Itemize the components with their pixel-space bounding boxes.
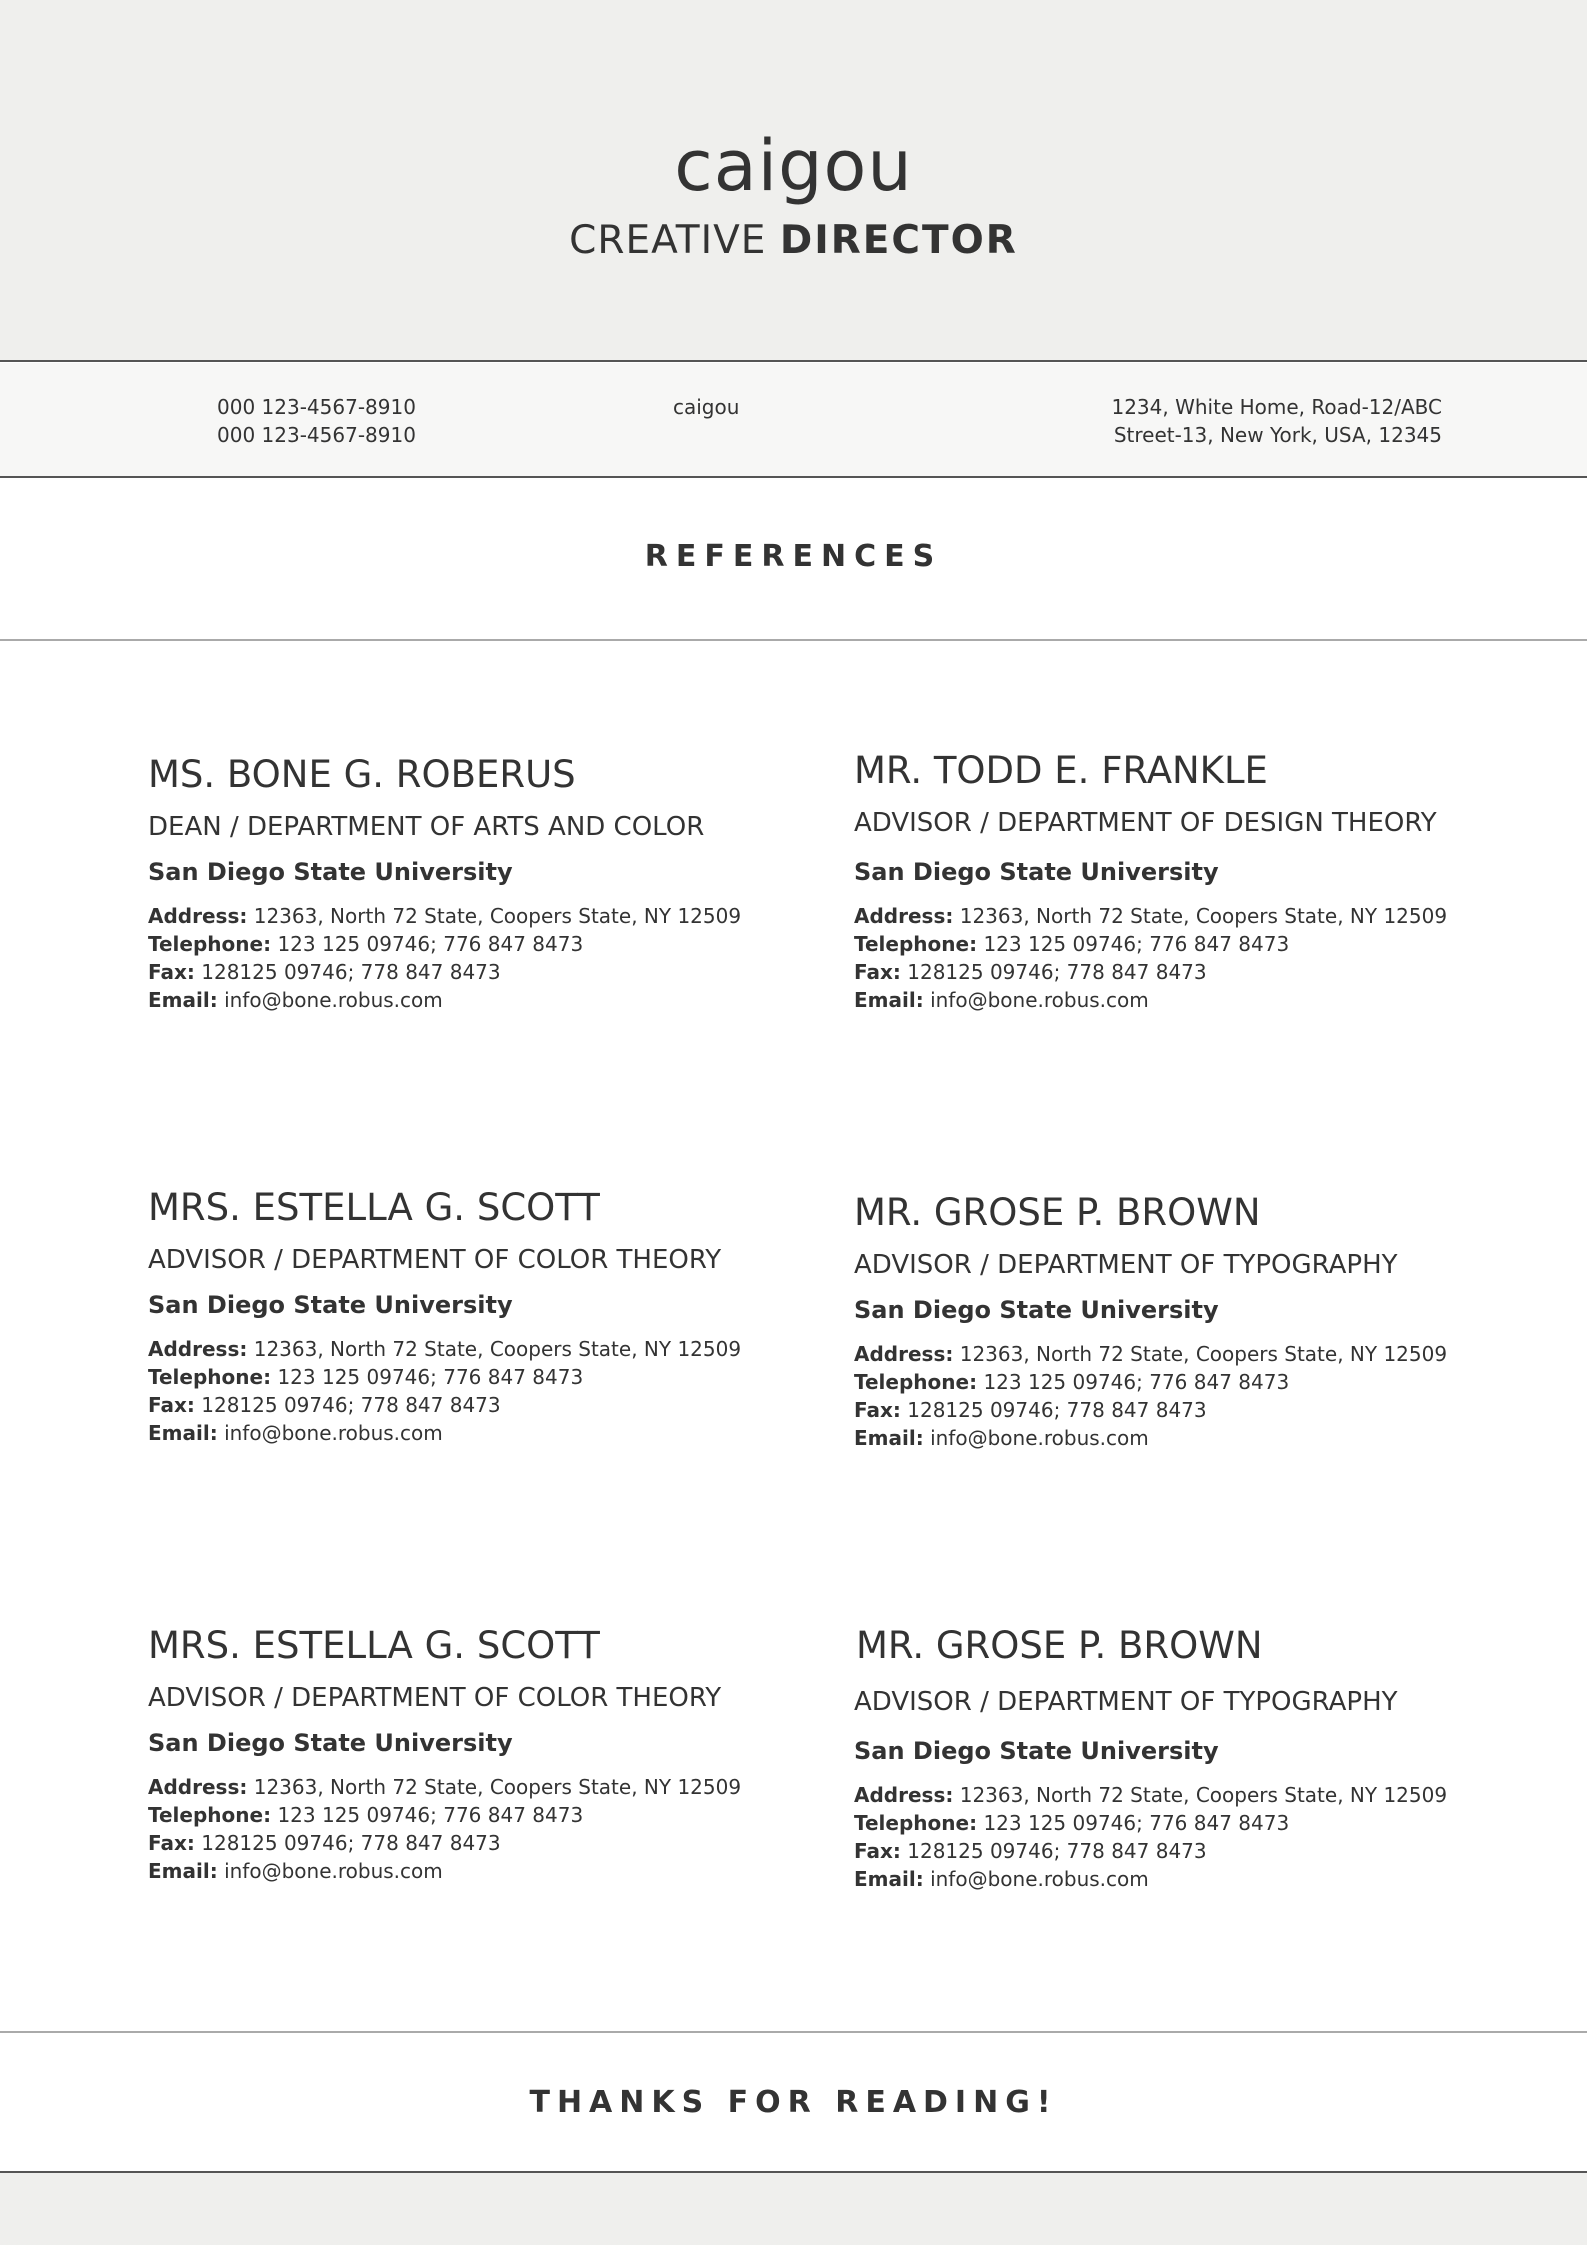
reference-name: MS. BONE G. ROBERUS [148,753,576,796]
reference-details [148,902,828,1014]
email-label: Email: [854,1426,924,1450]
telephone-value: 123 125 09746; 776 847 8473 [277,1803,584,1827]
email-label: Email: [854,1867,924,1891]
reference-card [856,1623,1536,1893]
address-line-2: Street-13, New York, USA, 12345 [1113,423,1442,447]
reference-name: MR. GROSE P. BROWN [854,1191,1261,1234]
address-line-1: 1234, White Home, Road-12/ABC [1111,395,1442,419]
reference-fax [854,1837,1536,1865]
email-value: info@bone.robus.com [224,988,443,1012]
reference-fax [854,1396,1534,1424]
reference-card [148,752,828,1014]
email-value: info@bone.robus.com [930,1867,1149,1891]
reference-card [148,1623,828,1885]
footer-divider [0,2031,1587,2033]
address-label: Address: [854,1342,954,1366]
reference-address [148,902,828,930]
candidate-role [0,216,1587,266]
email-label: Email: [148,988,218,1012]
reference-card [148,1185,828,1447]
telephone-value: 123 125 09746; 776 847 8473 [983,1811,1290,1835]
address-label: Address: [148,1775,248,1799]
reference-email [148,1857,828,1885]
fax-value: 128125 09746; 778 847 8473 [201,1393,501,1417]
telephone-value: 123 125 09746; 776 847 8473 [983,1370,1290,1394]
resume-header [0,0,1587,362]
address-value: 12363, North 72 State, Coopers State, NY 12509 [253,1337,742,1361]
reference-email [854,1865,1536,1893]
reference-organization: San Diego State University [148,858,513,886]
fax-label: Fax: [854,1839,901,1863]
reference-fax [148,958,828,986]
section-divider [0,639,1587,641]
page-footer [0,2171,1587,2245]
email-value: info@bone.robus.com [930,988,1149,1012]
handle-text: caigou [673,395,740,419]
reference-address [854,902,1534,930]
address-value: 12363, North 72 State, Coopers State, NY 12509 [959,1783,1448,1807]
thanks-message: THANKS FOR READING! [529,2085,1058,2120]
reference-title: DEAN / DEPARTMENT OF ARTS AND COLOR [148,812,705,842]
reference-name: MRS. ESTELLA G. SCOTT [148,1186,600,1229]
email-value: info@bone.robus.com [930,1426,1149,1450]
reference-telephone [148,1801,828,1829]
contact-phones [217,393,416,449]
fax-value: 128125 09746; 778 847 8473 [201,960,501,984]
fax-label: Fax: [854,960,901,984]
address-label: Address: [854,1783,954,1807]
reference-name: MR. TODD E. FRANKLE [854,749,1268,792]
address-value: 12363, North 72 State, Coopers State, NY 12509 [253,1775,742,1799]
reference-details [148,1335,828,1447]
fax-label: Fax: [148,1393,195,1417]
fax-value: 128125 09746; 778 847 8473 [201,1831,501,1855]
reference-details [854,1340,1534,1452]
reference-email [854,986,1534,1014]
phone-primary: 000 123-4567-8910 [217,395,416,419]
reference-fax [148,1391,828,1419]
fax-label: Fax: [854,1398,901,1422]
reference-email [148,1419,828,1447]
reference-fax [148,1829,828,1857]
reference-details [148,1773,828,1885]
telephone-value: 123 125 09746; 776 847 8473 [277,1365,584,1389]
fax-value: 128125 09746; 778 847 8473 [907,960,1207,984]
reference-organization: San Diego State University [148,1291,513,1319]
telephone-label: Telephone: [148,932,272,956]
reference-telephone [148,930,828,958]
candidate-name: caigou [674,125,913,207]
reference-title: ADVISOR / DEPARTMENT OF DESIGN THEORY [854,808,1437,838]
role-emphasis: DIRECTOR [779,218,1018,263]
contact-bar [0,363,1587,478]
telephone-value: 123 125 09746; 776 847 8473 [277,932,584,956]
reference-address [854,1340,1534,1368]
reference-organization: San Diego State University [854,1737,1219,1765]
reference-address [148,1335,828,1363]
address-value: 12363, North 72 State, Coopers State, NY 12509 [959,1342,1448,1366]
reference-card [854,1190,1534,1452]
reference-telephone [854,1809,1536,1837]
reference-email [148,986,828,1014]
reference-title: ADVISOR / DEPARTMENT OF COLOR THEORY [148,1683,722,1713]
telephone-label: Telephone: [148,1803,272,1827]
reference-address [148,1773,828,1801]
reference-title: ADVISOR / DEPARTMENT OF COLOR THEORY [148,1245,722,1275]
email-value: info@bone.robus.com [224,1421,443,1445]
reference-details [854,902,1534,1014]
reference-telephone [854,1368,1534,1396]
role-prefix: CREATIVE [569,218,767,263]
reference-title: ADVISOR / DEPARTMENT OF TYPOGRAPHY [854,1687,1398,1717]
address-value: 12363, North 72 State, Coopers State, NY 12509 [253,904,742,928]
reference-telephone [148,1363,828,1391]
email-value: info@bone.robus.com [224,1859,443,1883]
telephone-value: 123 125 09746; 776 847 8473 [983,932,1290,956]
reference-name: MR. GROSE P. BROWN [856,1624,1263,1667]
fax-label: Fax: [148,1831,195,1855]
section-title-references: REFERENCES [644,539,943,574]
fax-value: 128125 09746; 778 847 8473 [907,1839,1207,1863]
reference-organization: San Diego State University [854,1296,1219,1324]
email-label: Email: [148,1859,218,1883]
telephone-label: Telephone: [148,1365,272,1389]
contact-address [1111,393,1442,449]
reference-title: ADVISOR / DEPARTMENT OF TYPOGRAPHY [854,1250,1398,1280]
reference-telephone [854,930,1534,958]
fax-label: Fax: [148,960,195,984]
reference-fax [854,958,1534,986]
telephone-label: Telephone: [854,1811,978,1835]
reference-details [854,1781,1536,1893]
telephone-label: Telephone: [854,932,978,956]
telephone-label: Telephone: [854,1370,978,1394]
address-label: Address: [148,1337,248,1361]
email-label: Email: [854,988,924,1012]
address-value: 12363, North 72 State, Coopers State, NY 12509 [959,904,1448,928]
reference-email [854,1424,1534,1452]
reference-address [854,1781,1536,1809]
fax-value: 128125 09746; 778 847 8473 [907,1398,1207,1422]
address-label: Address: [854,904,954,928]
contact-handle [673,393,739,421]
reference-organization: San Diego State University [148,1729,513,1757]
phone-secondary: 000 123-4567-8910 [217,423,416,447]
reference-organization: San Diego State University [854,858,1219,886]
reference-card [854,748,1534,1014]
reference-name: MRS. ESTELLA G. SCOTT [148,1624,600,1667]
address-label: Address: [148,904,248,928]
email-label: Email: [148,1421,218,1445]
